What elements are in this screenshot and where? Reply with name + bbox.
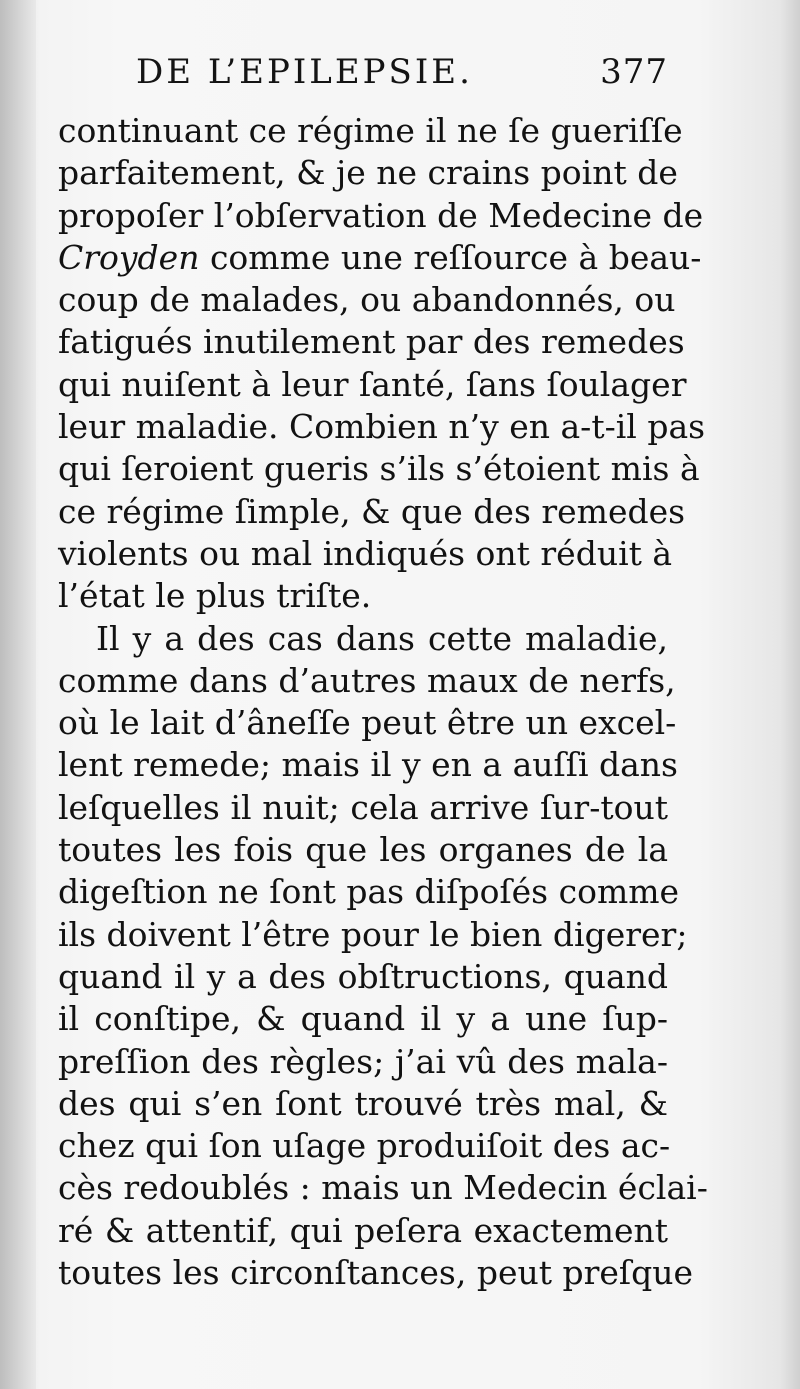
text-line: des qui s’en ſont trouvé très mal, & xyxy=(58,1083,668,1123)
text-line: parfaitement, & je ne crains point de xyxy=(58,153,678,193)
text-line: leur maladie. Combien n’y en a-t-il pas xyxy=(58,407,706,447)
text-line: où le lait d’âneſſe peut être un excel- xyxy=(58,703,677,743)
text-line: violents ou mal indiqués ont réduit à xyxy=(58,533,673,573)
text-line: ré & attentif, qui peſera exactement xyxy=(58,1210,668,1250)
text-line: chez qui ſon uſage produiſoit des ac- xyxy=(58,1126,671,1166)
text-line-rest: comme une reſſource à beau- xyxy=(209,237,702,277)
text-line: toutes les circonſtances, peut preſque xyxy=(58,1253,694,1293)
text-line: lent remede; mais il y en a auſſi dans xyxy=(58,745,678,785)
italic-place-name: Croyden xyxy=(58,237,200,277)
page-number: 377 xyxy=(600,52,668,92)
page-header xyxy=(136,52,676,102)
text-line: continuant ce régime il ne ſe gueriſſe xyxy=(58,111,683,150)
text-line: toutes les fois que les organes de la xyxy=(58,830,668,870)
text-line: ils doivent l’être pour le bien digerer; xyxy=(58,914,688,954)
text-line: leſquelles il nuit; cela arrive ſur-tout xyxy=(58,787,668,827)
text-line: qui nuiſent à leur ſanté, ſans ſoulager xyxy=(58,364,687,404)
text-line: fatigués inutilement par des remedes xyxy=(58,322,685,362)
text-line: digeſtion ne ſont pas diſpoſés comme xyxy=(58,872,680,912)
text-line: ce régime ſimple, & que des remedes xyxy=(58,491,686,531)
text-line xyxy=(58,237,702,279)
text-line: il conſtipe, & quand il y a une ſup- xyxy=(58,999,668,1039)
text-line: comme dans d’autres maux de nerfs, xyxy=(58,660,676,700)
text-line: quand il y a des obſtructions, quand xyxy=(58,956,668,996)
text-line: coup de malades, ou abandonnés, ou xyxy=(58,280,676,320)
text-line: qui ſeroient gueris s’ils s’étoient mis à xyxy=(58,449,700,489)
text-line: propoſer l’obſervation de Medecine de xyxy=(58,195,704,235)
running-title: DE L’EPILEPSIE. xyxy=(136,52,473,92)
body-text xyxy=(58,110,708,1294)
text-line: preſſion des règles; j’ai vû des mala- xyxy=(58,1041,668,1081)
text-line: l’état le plus triſte. xyxy=(58,576,372,616)
text-line: Il y a des cas dans cette maladie, xyxy=(96,618,668,658)
text-line: cès redoublés : mais un Medecin éclai- xyxy=(58,1168,708,1208)
page-gutter-shadow xyxy=(0,0,36,1389)
